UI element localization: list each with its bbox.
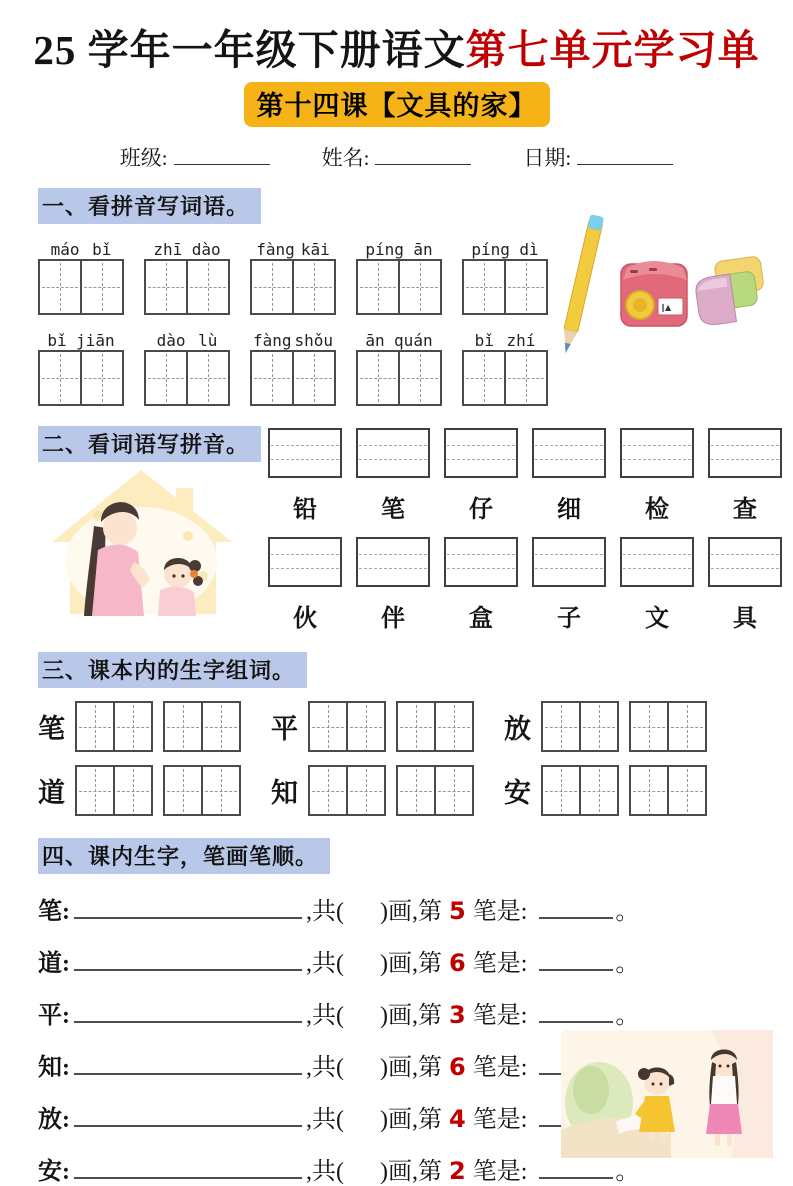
eraser-icon (692, 256, 768, 327)
pinyin-syllable: máo (50, 240, 80, 260)
tian-grid (144, 350, 230, 406)
pinyin-syllable: fàng (256, 240, 295, 260)
target-char: 知 (271, 778, 298, 809)
word-char: 笔 (381, 497, 405, 524)
stroke-order-blank (74, 997, 302, 1023)
section-1-heading: 一、看拼音写词语。 (38, 188, 261, 224)
word-char: 仔 (469, 497, 493, 524)
tian-grid (629, 765, 707, 816)
tian-grid (38, 259, 124, 315)
section-2-right (268, 426, 782, 646)
tian-cell (667, 767, 705, 814)
stroke-text: 笔是: (472, 899, 528, 926)
tian-grid (250, 259, 336, 315)
pinyin-writing-box (532, 537, 606, 587)
tian-cell (398, 352, 440, 404)
word-char: 盒 (469, 606, 493, 633)
tian-grid (462, 350, 548, 406)
class-field (120, 142, 270, 172)
stroke-text: )画,第 (380, 1003, 442, 1030)
tian-cell (80, 261, 122, 313)
word-char: 铅 (293, 497, 317, 524)
stroke-order-blank (74, 945, 302, 971)
pinyin-writing-box (356, 537, 430, 587)
stroke-char: 放: (38, 1107, 70, 1134)
tian-cell (346, 703, 384, 750)
pinyin-label (462, 327, 548, 350)
stroke-text: 。 (615, 1003, 640, 1030)
stroke-text: 笔是: (472, 951, 528, 978)
pinyin-syllable: kāi (300, 240, 330, 260)
sharpener-icon (621, 261, 687, 326)
tian-cell (398, 767, 434, 814)
stroke-text: 笔是: (472, 1107, 528, 1134)
pinyin-writing-row-2 (268, 537, 782, 587)
tian-cell (113, 767, 151, 814)
stroke-text: 笔是: (472, 1003, 528, 1030)
stroke-text: ,共( (306, 1003, 344, 1030)
pinyin-writing-box (444, 537, 518, 587)
pinyin-writing-box (268, 428, 342, 478)
tian-grid (396, 701, 474, 752)
target-char: 道 (38, 778, 65, 809)
tian-cell (40, 261, 80, 313)
title-black: 25 学年一年级下册语文 (33, 27, 466, 73)
stroke-text: )画,第 (380, 951, 442, 978)
tian-grid (356, 350, 442, 406)
pinyin-label (356, 327, 442, 350)
tian-cell (252, 261, 292, 313)
stroke-order-blank (74, 893, 302, 919)
stroke-text: ,共( (306, 951, 344, 978)
tian-cell (579, 703, 617, 750)
name-blank (375, 143, 471, 165)
tian-cell (77, 703, 113, 750)
tian-cell (346, 767, 384, 814)
tian-cell (146, 261, 186, 313)
name-label: 姓名: (321, 146, 370, 171)
word-char: 子 (557, 606, 581, 633)
pinyin-syllable: dào (156, 331, 186, 351)
tian-grid (356, 259, 442, 315)
word-char: 伙 (293, 606, 317, 633)
stroke-number: 2 (449, 1157, 466, 1186)
section-2-left (38, 426, 268, 646)
stroke-text: 。 (615, 951, 640, 978)
tian-cell (310, 767, 346, 814)
char-grid-row-2 (38, 765, 755, 816)
section-1 (38, 188, 755, 406)
tian-cell (77, 767, 113, 814)
pinyin-syllable: bǐ (474, 331, 494, 351)
target-char: 放 (504, 714, 531, 745)
pinyin-label (250, 236, 336, 259)
word-char: 伴 (381, 606, 405, 633)
stroke-text: )画,第 (380, 1055, 442, 1082)
pinyin-label (144, 327, 230, 350)
stroke-line (38, 943, 755, 978)
stroke-text: 。 (615, 899, 640, 926)
tian-cell (186, 352, 228, 404)
pinyin-syllable: bǐ (47, 331, 67, 351)
tian-grid (75, 765, 153, 816)
tian-cell (165, 703, 201, 750)
stroke-line (38, 891, 755, 926)
stroke-char: 知: (38, 1055, 70, 1082)
word-char: 查 (733, 497, 757, 524)
section-4-heading: 四、课内生字，笔画笔顺。 (38, 838, 330, 874)
pinyin-label (462, 236, 548, 259)
tian-cell (667, 703, 705, 750)
pinyin-syllable: ān (365, 331, 385, 351)
pinyin-writing-box (532, 428, 606, 478)
date-label: 日期: (523, 146, 572, 171)
section-2-heading: 二、看词语写拼音。 (38, 426, 261, 462)
tian-grid (308, 765, 386, 816)
pinyin-syllable: píng (365, 240, 404, 260)
svg-text:∥▲: ∥▲ (661, 303, 672, 313)
answer-blank (539, 893, 613, 919)
stroke-text: 笔是: (472, 1055, 528, 1082)
tian-cell (292, 352, 334, 404)
tian-grid (629, 701, 707, 752)
pinyin-label (144, 236, 230, 259)
class-label: 班级: (119, 146, 168, 171)
pencil-icon (559, 214, 604, 355)
stationery-illustration (537, 202, 769, 370)
stroke-line (38, 995, 755, 1030)
char-grid-row-1 (38, 701, 755, 752)
tian-grid (541, 765, 619, 816)
tian-cell (631, 767, 667, 814)
target-char: 平 (271, 714, 298, 745)
tian-cell (165, 767, 201, 814)
pinyin-word (356, 236, 442, 315)
pinyin-syllable: ān (413, 240, 433, 260)
tian-cell (398, 261, 440, 313)
pinyin-writing-box (444, 428, 518, 478)
pinyin-label (356, 236, 442, 259)
stroke-text: )画,第 (380, 899, 442, 926)
word-char: 具 (733, 606, 757, 633)
pinyin-syllable: jiān (76, 331, 115, 351)
word-char-row-1 (268, 489, 782, 524)
stroke-text: 。 (615, 1159, 640, 1186)
pinyin-syllable: bǐ (92, 240, 112, 260)
pinyin-word (144, 236, 230, 315)
char-grid-group (271, 765, 474, 816)
stroke-number: 4 (449, 1105, 466, 1134)
two-girls-illustration (561, 1030, 773, 1158)
section-4 (38, 838, 755, 1186)
pinyin-syllable: dào (191, 240, 221, 260)
stroke-text: 笔是: (472, 1159, 528, 1186)
pinyin-word (356, 327, 442, 406)
stroke-order-blank (74, 1049, 302, 1075)
stroke-char: 道: (38, 951, 70, 978)
word-char-row-2 (268, 598, 782, 633)
tian-grid (163, 701, 241, 752)
pinyin-syllable: píng (471, 240, 510, 260)
pinyin-syllable: dì (519, 240, 539, 260)
pinyin-syllable: shǒu (294, 331, 333, 351)
target-char: 安 (504, 778, 531, 809)
tian-cell (201, 703, 239, 750)
tian-cell (292, 261, 334, 313)
pinyin-writing-box (620, 428, 694, 478)
pinyin-row-1 (38, 236, 583, 315)
pinyin-label (38, 236, 124, 259)
pinyin-word (462, 236, 548, 315)
tian-grid (541, 701, 619, 752)
tian-cell (310, 703, 346, 750)
worksheet-content (0, 188, 793, 1186)
pinyin-word (250, 236, 336, 315)
tian-grid (250, 350, 336, 406)
tian-cell (543, 767, 579, 814)
pinyin-syllable: lù (198, 331, 218, 351)
tian-grid (75, 701, 153, 752)
section-3-heading: 三、课本内的生字组词。 (38, 652, 307, 688)
tian-grid (38, 350, 124, 406)
char-grid-group (271, 701, 474, 752)
tian-cell (358, 352, 398, 404)
pinyin-writing-box (708, 537, 782, 587)
pinyin-label (38, 327, 124, 350)
pinyin-label (250, 327, 336, 350)
stroke-text: )画,第 (380, 1159, 442, 1186)
pinyin-writing-box (356, 428, 430, 478)
tian-cell (252, 352, 292, 404)
word-char: 文 (645, 606, 669, 633)
tian-cell (464, 352, 504, 404)
class-blank (174, 143, 270, 165)
stroke-number: 3 (449, 1001, 466, 1030)
tian-grid (462, 259, 548, 315)
target-char: 笔 (38, 714, 65, 745)
title-red: 第七单元学习单 (465, 27, 760, 73)
tian-cell (434, 703, 472, 750)
stroke-char: 平: (38, 1003, 70, 1030)
tian-grid (308, 701, 386, 752)
tian-cell (358, 261, 398, 313)
stroke-char: 安: (38, 1159, 70, 1186)
lesson-badge: 第十四课【文具的家】 (244, 82, 550, 127)
date-field (523, 142, 673, 172)
tian-cell (398, 703, 434, 750)
stroke-order-blank (74, 1101, 302, 1127)
word-char: 检 (645, 497, 669, 524)
pinyin-word (38, 327, 124, 406)
info-line (0, 142, 793, 172)
pinyin-word (250, 327, 336, 406)
stroke-text: )画,第 (380, 1107, 442, 1134)
stroke-text: ,共( (306, 1107, 344, 1134)
stroke-text: ,共( (306, 1159, 344, 1186)
pinyin-word (462, 327, 548, 406)
tian-grid (163, 765, 241, 816)
stroke-number: 6 (449, 949, 466, 978)
char-grid-group (504, 701, 707, 752)
pinyin-syllable: zhí (506, 331, 536, 351)
char-grid-group (38, 701, 241, 752)
date-blank (577, 143, 673, 165)
stroke-char: 笔: (38, 899, 70, 926)
tian-cell (464, 261, 504, 313)
stroke-text: ,共( (306, 899, 344, 926)
tian-cell (201, 767, 239, 814)
section-3 (38, 652, 755, 816)
lesson-badge-row (0, 82, 793, 127)
pinyin-writing-box (268, 537, 342, 587)
pinyin-writing-box (620, 537, 694, 587)
tian-cell (186, 261, 228, 313)
char-grid-group (38, 765, 241, 816)
pinyin-writing-row-1 (268, 428, 782, 478)
tian-grid (144, 259, 230, 315)
tian-cell (40, 352, 80, 404)
pinyin-syllable: quán (394, 331, 433, 351)
pinyin-row-2 (38, 327, 583, 406)
word-char: 细 (557, 497, 581, 524)
tian-cell (113, 703, 151, 750)
char-grid-group (504, 765, 707, 816)
stroke-number: 6 (449, 1053, 466, 1082)
stroke-text: ,共( (306, 1055, 344, 1082)
pinyin-word (144, 327, 230, 406)
pinyin-word (38, 236, 124, 315)
tian-cell (434, 767, 472, 814)
tian-grid (396, 765, 474, 816)
tian-cell (579, 767, 617, 814)
stroke-order-blank (74, 1153, 302, 1179)
tian-cell (146, 352, 186, 404)
stroke-number: 5 (449, 897, 466, 926)
tian-cell (631, 703, 667, 750)
tian-cell (543, 703, 579, 750)
answer-blank (539, 997, 613, 1023)
pinyin-syllable: zhī (153, 240, 183, 260)
name-field (322, 142, 472, 172)
answer-blank (539, 945, 613, 971)
section-2 (38, 426, 755, 646)
page-title (0, 0, 793, 73)
mother-child-illustration (38, 466, 244, 618)
pinyin-writing-box (708, 428, 782, 478)
pinyin-syllable: fàng (252, 331, 292, 351)
tian-cell (80, 352, 122, 404)
